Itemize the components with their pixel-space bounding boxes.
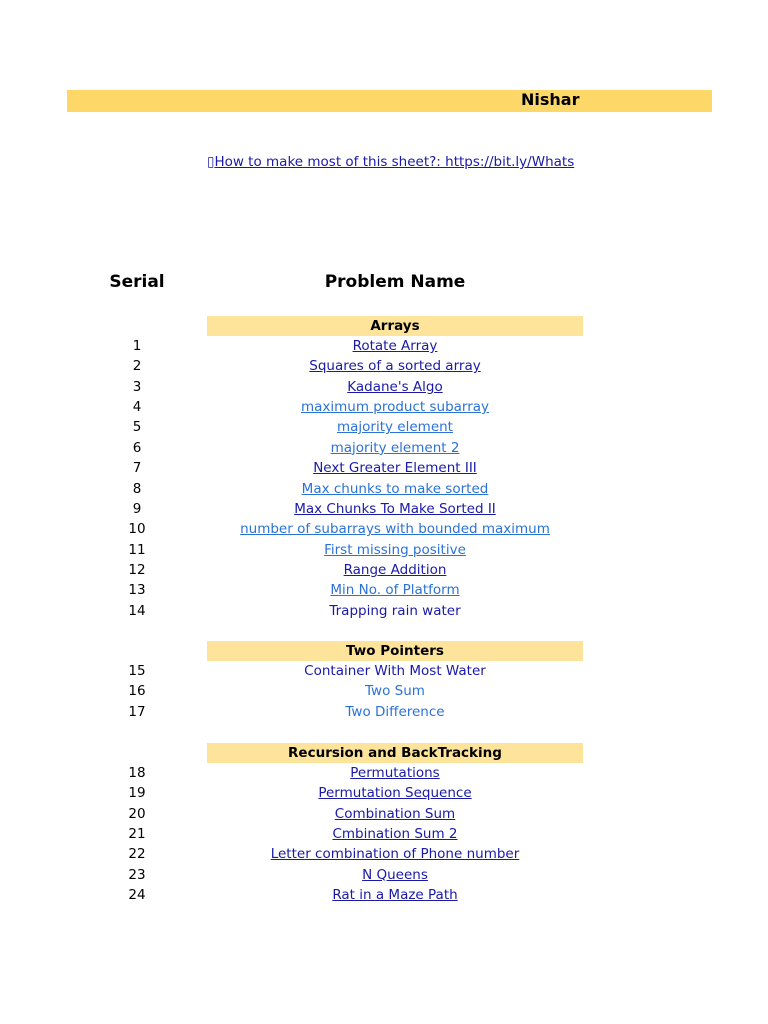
- help-link[interactable]: [207, 154, 574, 170]
- serial-cell: 9: [132, 500, 142, 517]
- table-row: [0, 681, 768, 701]
- table-row: [0, 885, 768, 905]
- serial-cell: 7: [132, 460, 142, 477]
- serial-cell: 11: [128, 541, 146, 558]
- table-row: [0, 560, 768, 580]
- problem-name-cell[interactable]: Squares of a sorted array: [309, 358, 481, 375]
- table-row: [0, 417, 768, 437]
- table-row: [0, 804, 768, 824]
- problem-name-cell[interactable]: Range Addition: [343, 561, 447, 578]
- table-row: [0, 580, 768, 600]
- problem-name-cell: Two Difference: [345, 703, 445, 720]
- serial-cell: 21: [128, 826, 146, 842]
- table-row: [0, 519, 768, 539]
- section-header: Recursion and BackTracking: [207, 743, 583, 763]
- serial-cell: 22: [128, 846, 146, 863]
- section-header: Arrays: [207, 316, 583, 336]
- table-row: [0, 356, 768, 376]
- problem-name-cell[interactable]: Permutations: [350, 765, 440, 781]
- serial-cell: 12: [128, 561, 146, 578]
- problem-name-cell[interactable]: Permutation Sequence: [318, 785, 472, 802]
- table-row: [0, 601, 768, 621]
- serial-cell: 8: [132, 480, 142, 497]
- serial-cell: 5: [132, 419, 142, 436]
- table-row: [0, 336, 768, 356]
- serial-cell: 10: [128, 521, 146, 538]
- problem-name-cell[interactable]: number of subarrays with bounded maximum: [240, 521, 550, 538]
- problem-name-cell: Trapping rain water: [329, 602, 461, 619]
- problem-name-cell[interactable]: First missing positive: [324, 541, 466, 558]
- problem-name-cell[interactable]: Min No. of Platform: [330, 582, 460, 599]
- problem-name-cell[interactable]: Kadane's Algo: [347, 378, 443, 395]
- problem-name-cell[interactable]: maximum product subarray: [300, 399, 490, 416]
- help-link-text: How to make most of this sheet?: https://bit.ly/Whats: [214, 154, 575, 170]
- title-banner: [67, 90, 712, 112]
- problem-name-cell: Container With Most Water: [304, 663, 486, 679]
- table-row: [0, 702, 768, 722]
- serial-cell: 20: [128, 805, 146, 822]
- serial-cell: 14: [128, 602, 146, 619]
- problem-name-cell[interactable]: Cmbination Sum 2: [332, 826, 458, 842]
- serial-cell: 1: [132, 338, 142, 354]
- link-icon: ▯: [207, 154, 215, 170]
- table-row: [0, 458, 768, 478]
- serial-cell: 15: [128, 663, 146, 679]
- serial-cell: 23: [128, 866, 146, 883]
- serial-cell: 16: [128, 683, 146, 700]
- table-row: [0, 479, 768, 499]
- table-row: [0, 377, 768, 397]
- problem-name-column-header: Problem Name: [324, 272, 466, 292]
- table-row: [0, 763, 768, 783]
- table-row: [0, 661, 768, 681]
- table-row: [0, 844, 768, 864]
- table-row: [0, 397, 768, 417]
- problem-name-cell[interactable]: Letter combination of Phone number: [270, 846, 520, 863]
- serial-cell: 24: [128, 887, 146, 904]
- problem-name-cell[interactable]: Rat in a Maze Path: [332, 887, 458, 904]
- serial-cell: 19: [128, 785, 146, 802]
- table-row: [0, 824, 768, 844]
- table-row: [0, 865, 768, 885]
- problem-name-cell[interactable]: N Queens: [362, 866, 428, 883]
- problem-name-cell[interactable]: Rotate Array: [352, 338, 438, 354]
- serial-cell: 3: [132, 378, 142, 395]
- serial-cell: 2: [132, 358, 142, 375]
- table-row: [0, 540, 768, 560]
- serial-cell: 18: [128, 765, 146, 781]
- section-header: Two Pointers: [207, 641, 583, 661]
- serial-cell: 6: [132, 439, 142, 456]
- problem-name-cell: Two Sum: [365, 683, 425, 700]
- table-row: [0, 499, 768, 519]
- sheet-title: Nishar: [521, 90, 580, 109]
- table-row: [0, 438, 768, 458]
- serial-column-header: Serial: [109, 272, 165, 292]
- problem-name-cell[interactable]: Max chunks to make sorted: [301, 480, 489, 497]
- problem-name-cell[interactable]: Combination Sum: [334, 805, 456, 822]
- serial-cell: 4: [132, 399, 142, 416]
- problem-name-cell[interactable]: majority element: [337, 419, 453, 436]
- problem-name-cell[interactable]: Next Greater Element III: [313, 460, 477, 477]
- table-row: [0, 783, 768, 803]
- problem-name-cell[interactable]: Max Chunks To Make Sorted II: [294, 500, 496, 517]
- problem-name-cell[interactable]: majority element 2: [330, 439, 460, 456]
- serial-cell: 17: [128, 703, 146, 720]
- serial-cell: 13: [128, 582, 146, 599]
